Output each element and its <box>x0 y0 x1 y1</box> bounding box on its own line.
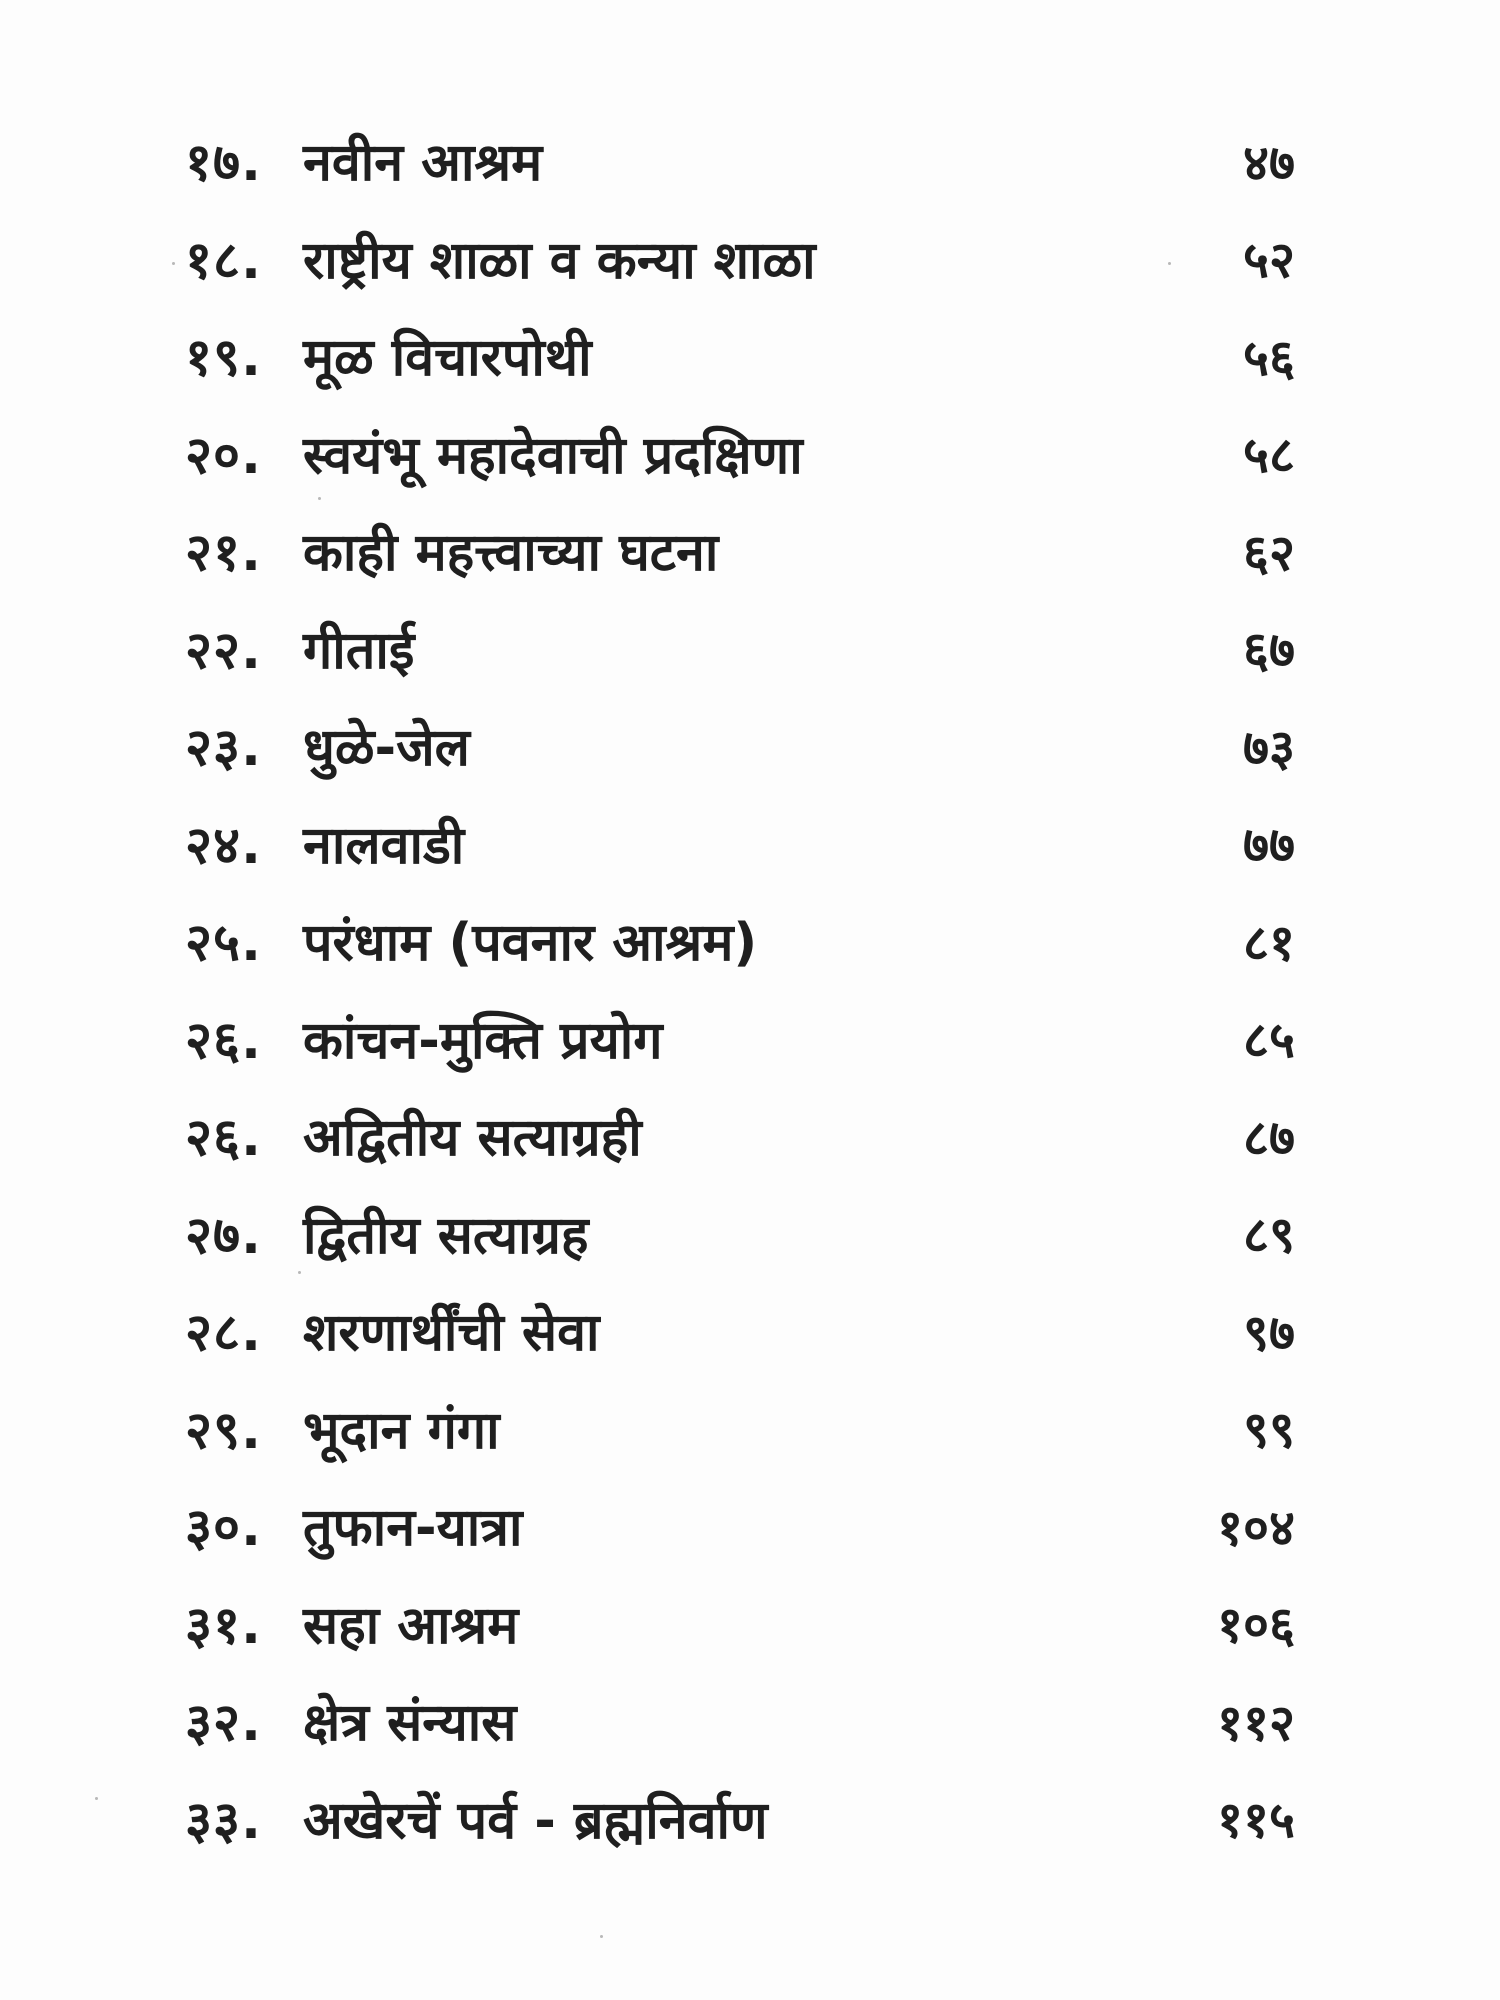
toc-entry <box>185 697 1295 795</box>
entry-page-number: ५२ <box>1243 231 1295 290</box>
entry-title: शरणार्थींची सेवा <box>303 1303 600 1364</box>
entry-number: २१. <box>185 523 262 584</box>
toc-entry <box>185 795 1295 893</box>
entry-page-number: ६७ <box>1243 621 1295 680</box>
entry-page-number: ५८ <box>1243 426 1295 485</box>
entry-title: धुळे-जेल <box>303 718 470 779</box>
entry-title: स्वयंभू महादेवाची प्रदक्षिणा <box>303 425 803 486</box>
entry-page-number: ९७ <box>1243 1303 1295 1362</box>
entry-number: २३. <box>185 718 262 779</box>
entry-page-number: १०४ <box>1217 1498 1295 1557</box>
entry-page-number: १०६ <box>1217 1596 1295 1655</box>
entry-number: ३३. <box>185 1790 262 1851</box>
toc-entry <box>185 502 1295 600</box>
entry-title: अखेरचें पर्व - ब्रह्मनिर्वाण <box>303 1790 768 1851</box>
toc-entry <box>185 1770 1295 1868</box>
toc-entry <box>185 892 1295 990</box>
entry-number: २६. <box>185 1108 262 1169</box>
entry-number: २४. <box>185 815 262 876</box>
entry-title: मूळ विचारपोथी <box>303 328 592 389</box>
entry-title: तुफान-यात्रा <box>303 1498 523 1559</box>
entry-title: राष्ट्रीय शाळा व कन्या शाळा <box>303 230 816 291</box>
toc-entry <box>185 600 1295 698</box>
toc-entry <box>185 1087 1295 1185</box>
entry-title: भूदान गंगा <box>303 1400 500 1461</box>
paper-speck <box>298 1271 301 1274</box>
entry-page-number: ९९ <box>1243 1401 1295 1460</box>
entry-number: १७. <box>185 133 262 194</box>
toc-entry <box>185 990 1295 1088</box>
entry-page-number: ६२ <box>1243 523 1295 582</box>
entry-number: २६. <box>185 1010 262 1071</box>
toc-entry <box>185 307 1295 405</box>
entry-title: परंधाम (पवनार आश्रम) <box>303 913 758 974</box>
entry-number: २५. <box>185 913 262 974</box>
toc-entry <box>185 112 1295 210</box>
entry-page-number: ८१ <box>1243 913 1295 972</box>
paper-speck <box>95 1797 98 1800</box>
table-of-contents <box>185 112 1295 1867</box>
entry-title: द्वितीय सत्याग्रह <box>303 1205 589 1266</box>
entry-page-number: ४७ <box>1243 133 1295 192</box>
entry-number: १८. <box>185 230 262 291</box>
entry-title: नवीन आश्रम <box>303 133 543 194</box>
toc-entry <box>185 405 1295 503</box>
entry-page-number: ८७ <box>1243 1108 1295 1167</box>
entry-number: ३०. <box>185 1498 262 1559</box>
entry-number: २८. <box>185 1303 262 1364</box>
toc-entry <box>185 1672 1295 1770</box>
entry-title: अद्वितीय सत्याग्रही <box>303 1108 642 1169</box>
entry-page-number: ५६ <box>1243 328 1295 387</box>
toc-entry <box>185 1477 1295 1575</box>
entry-number: २२. <box>185 620 262 681</box>
entry-page-number: ८९ <box>1243 1206 1295 1265</box>
toc-entry <box>185 1380 1295 1478</box>
entry-page-number: ८५ <box>1243 1011 1295 1070</box>
entry-title: गीताई <box>303 620 415 681</box>
entry-page-number: ११५ <box>1217 1791 1295 1850</box>
entry-page-number: ७७ <box>1243 816 1295 875</box>
paper-speck <box>600 1935 603 1938</box>
entry-number: ३१. <box>185 1595 262 1656</box>
paper-speck <box>1168 262 1171 265</box>
entry-number: १९. <box>185 328 262 389</box>
entry-page-number: ७३ <box>1243 718 1295 777</box>
toc-entry <box>185 210 1295 308</box>
toc-entry <box>185 1185 1295 1283</box>
entry-title: काही महत्त्वाच्या घटना <box>303 523 719 584</box>
entry-title: सहा आश्रम <box>303 1595 519 1656</box>
entry-number: २७. <box>185 1205 262 1266</box>
entry-number: २०. <box>185 425 262 486</box>
toc-entry <box>185 1282 1295 1380</box>
entry-title: कांचन-मुक्ति प्रयोग <box>303 1010 663 1071</box>
entry-number: २९. <box>185 1400 262 1461</box>
entry-number: ३२. <box>185 1693 262 1754</box>
entry-page-number: ११२ <box>1217 1693 1295 1752</box>
toc-entry <box>185 1575 1295 1673</box>
paper-speck <box>172 262 175 265</box>
entry-title: क्षेत्र संन्यास <box>303 1693 517 1754</box>
paper-speck <box>318 497 321 500</box>
entry-title: नालवाडी <box>303 815 465 876</box>
